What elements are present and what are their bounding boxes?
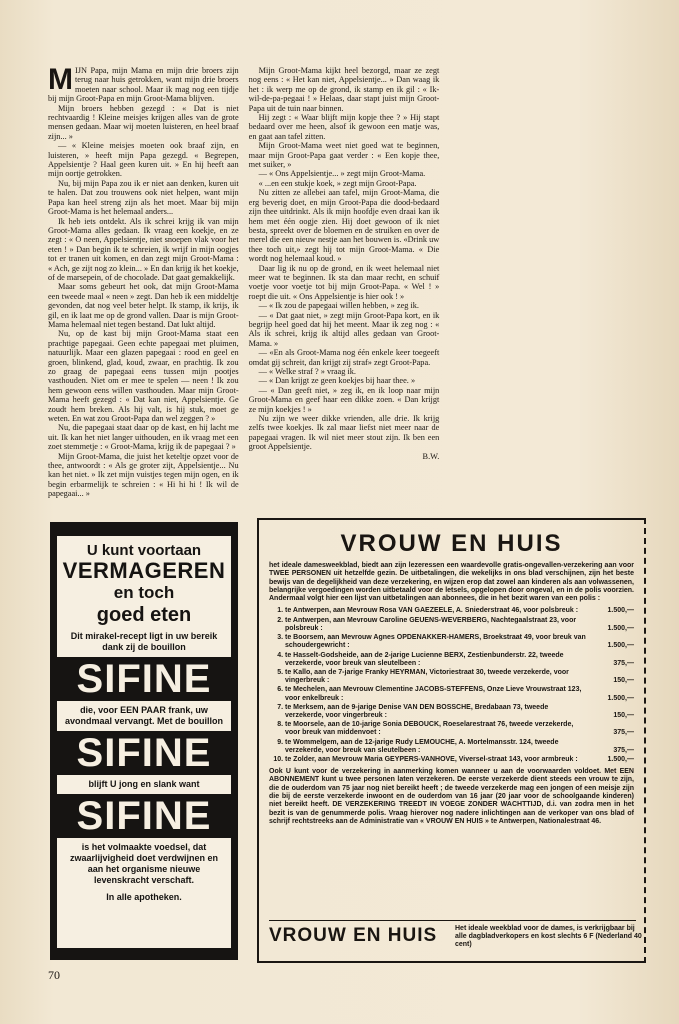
ad-line-1: U kunt voortaan [86,542,202,559]
ad-line-4: goed eten [96,604,192,626]
story-paragraph: Mijn broers hebben gezegd : « Dat is niet rechtvaardig ! Kleine meisjes krijgen alles van de grote mensen gedaan. Maar wij moeten luisteren, en heel braaf zijn... » [48,103,239,141]
story-paragraph: Nu, bij mijn Papa zou ik er niet aan denken, kuren uit te halen. Dat zou trouwens ook niet helpen, want mijn Papa kan heel streng zijn als het moet. Maar bij mijn Groot-Mama is het helemaal anders... [48,178,239,217]
story-paragraph: Mijn Groot-Mama, die juist het keteltje opzet voor de thee, antwoordt : « Als ge groter zijt, Appelsientje... Nu kan het niet. » Ik zet mijn vuistjes tegen mijn ogen, en ik begin erbarmelijk te schreien : « Hi hi hi ! Ik wil de papegaai... » [48,451,239,499]
vh-outro: Ook U kunt voor de verzekering in aanmerking komen wanneer u aan de voorwaarden voldoet. Met EEN ABONNEMENT kunt u twee personen laten verzekeren. De eerste verzekerde dient steeds een vrouw te zijn, die de ouderdom van 75 jaar nog niet bereikt heeft ; de tweede verzekerde mag een jongen of een meisje zijn die bij de eerste verzekerde inwoont en de ouderdom van 16 jaar (20 jaar voor de schoolgaande kinderen) niet bereikt heeft. DE VERZEKERING TREEDT IN VOEGE ZONDER WACHTTIJD, d.i. van zodra men in het bezit is van de genummerde polis. Vraag hierover nog nadere inlichtingen aan de verkoper van ons blad of schrijf rechtstreeks aan de Administratie van « VROUW EN HUIS » te Antwerpen, Nationalestraat 46. [269,768,634,825]
ad-inner-panel [57,536,231,948]
ad-text-4: is het volmaakte voedsel, dat zwaarlijvigheid doet verdwijnen en aan het organisme nieuwe levenskracht verschaft. [69,842,219,885]
payout-list [259,607,644,764]
sifine-advertisement [50,522,238,960]
payout-item: 10. te Zolder, aan Mevrouw Maria GEYPERS-VANHOVE, Viversel-straat 143, voor armbreuk : 1.500,— [285,756,634,764]
ad-text-1: Dit mirakel-recept ligt in uw bereik dank zij de bouillon [70,631,218,652]
drop-cap: M [48,66,73,96]
ad-line-3: en toch [113,583,175,602]
payout-amount: 375,— [613,659,634,667]
payout-item: 2. te Antwerpen, aan Mevrouw Caroline GEUENS-WEVERBERG, Nachtegaalstraat 23, voor polsbreuk : 1.500,— [285,617,634,633]
vh-small-title: VROUW EN HUIS [269,925,438,946]
story-paragraph: Nu, op de kast bij mijn Groot-Mama staat een prachtige papegaai. Geen echte papegaai met pluimen, natuurlijk. Maar een glazen papegaai : rood en geel en groen, blinkend, glad, koud, zwaar, en prachtig. Ik zou zo graag de papegaai eens tussen mijn pootjes vasthouden. Niet om er mee te spelen — neen ! Ik zou hem gewoon eens willen vasthouden. Maar mijn Groot-Mama heeft gezegd : « Dat kan niet, Appelsientje. Ge zoudt hem breken. Als hij valt, is hij stuk, moet ge weten. En wat zou Groot-Papa dan wel zeggen ? » [48,329,239,424]
story-paragraph: Mijn Groot-Mama weet niet goed wat te beginnen, maar mijn Groot-Papa gaat verder : « Een kopje thee, met suiker, » [248,141,440,170]
ad-text-2: die, voor EEN PAAR frank, uw avondmaal vervangt. Met de bouillon [64,705,224,726]
payout-item: 5. te Kallo, aan de 7-jarige Franky HEYRMAN, Victoriestraat 30, tweede verzekerde, voor vingerbreuk : 150,— [285,669,634,685]
story-paragraph: Daar lig ik nu op de grond, en ik weet helemaal niet meer wat te beginnen. Ik sta dan maar recht, en schuif voetje voor voetje tot bij mijn Groot-Papa. « Wel ! » roept die uit. « Ons Appelsientje is hier ook ! » [248,263,440,301]
story-text [48,66,640,514]
story-paragraph: — «En als Groot-Mama nog één enkele keer toegeeft omdat gij schreit, dan krijgt zij straf» zegt Groot-Papa. [248,348,440,367]
vh-bottom-bar [269,920,642,953]
payout-amount: 150,— [613,677,634,685]
story-paragraph: Hij zegt : « Waar blijft mijn kopje thee ? » Hij stapt bedaard over me heen, alsof ik gewoon een matje was, en gaat aan tafel zitten. [248,113,440,141]
story-paragraph: « ...en een stukje koek, » zegt mijn Groot-Papa. [258,178,417,188]
story-paragraph: — « Dan krijgt ze geen koekjes bij haar thee. » [258,376,416,386]
story-paragraph: — « Welke straf ? » vraag ik. [258,367,356,376]
payout-item: 6. te Mechelen, aan Mevrouw Clementine JACOBS-STEFFENS, Onze Lieve Vrouwstraat 123, voor enkelbreuk : 1.500,— [285,686,634,702]
payout-item: 9. te Wommelgem, aan de 12-jarige Rudy LEMOUCHE, A. Mortelmansstr. 124, tweede verzekerde, voor breuk van sleutelbeen : 375,— [285,739,634,755]
payout-amount: 1.500,— [607,624,634,632]
story-first-text: IJN Papa, mijn Mama en mijn drie broers zijn terug naar huis getrokken, want mijn drie broers moeten naar school. Maar ik mag nog een tijdje bij mijn Groot-Papa en mijn Groot-Mama blijven. [48,66,239,104]
payout-amount: 375,— [613,729,634,737]
payout-item: 7. te Merksem, aan de 9-jarige Denise VAN DEN BOSSCHE, Bredabaan 73, tweede verzekerde, voor vingerbreuk : 150,— [285,704,634,720]
payout-amount: 1.500,— [607,694,634,702]
story-signature: B.W. [422,451,440,461]
story-paragraph: — « Dan geeft niet, » zeg ik, en ik loop naar mijn Groot-Mama en geef haar een dikke zoen. « Dan krijgt ze mijn koekjes ! » [248,385,440,414]
story-paragraph: — « Ons Appelsientje... » zegt mijn Groot-Mama. [258,169,426,179]
payout-amount: 150,— [613,711,634,719]
payout-item: 1. te Antwerpen, aan Mevrouw Rosa VAN GAEZEELE, A. Sniederstraat 46, voor polsbreuk : 1.500,— [285,607,634,615]
vh-title: VROUW EN HUIS [340,530,563,557]
payout-amount: 375,— [613,746,634,754]
ad-brand-3: SIFINE [57,794,231,838]
story-paragraph: Ik heb iets ontdekt. Als ik schrei krijg ik van mijn Groot-Mama alles gedaan. Ik vraag een koekje, en ze zegt : « O neen, Appelsientje, niet snoepen vlak voor het eten ! » Dan begin ik te schreien, ik wrijf in mijn oogjes tot er tranen uit komen, en dan zegt mijn Groot-Mama : « Ach, ge zijt nog zo klein... » En dan krijg ik het koekje, of de marsepein, of de chocolade. Dat gaat gemakkelijk. [48,216,239,282]
story-paragraph: Nu, die papegaai staat daar op de kast, en hij lacht me uit. Ik kan het niet langer uithouden, en ik vraag met een zoet stemmetje : « Groot-Mama, krijg ik de papegaai ? » [48,423,239,452]
story-paragraph: — « Ik zou de papegaai willen hebben, » zeg ik. [258,301,420,311]
story-paragraph: Maar soms gebeurt het ook, dat mijn Groot-Mama een tweede maal « neen » zegt. Dan heb ik een middeltje gevonden, dat nog veel beter helpt. Ik stamp, ik krijs, ik gil, en ik laat me op de grond vallen. Daar is mijn Groot-Mama helemaal niet tegen bestand. Dat lukt altijd. [48,282,239,329]
payout-item: 8. te Moorsele, aan de 10-jarige Sonia DEBOUCK, Roeselarestraat 76, tweede verzekerde, voor breuk van middenvoet : 375,— [285,721,634,737]
ad-brand-1: SIFINE [57,657,231,701]
story-paragraph: Nu zitten ze allebei aan tafel, mijn Groot-Mama, die erg beverig doet, en mijn Groot-Papa die dood-bedaard zijn thee uitdrinkt. Als ik mijn hoofdje even draai kan ik hem met één oogje zien. Hij doet gewoon of ik niet besta, spreekt over de bloemen en de struiken en over de merel die een nieuw nestje aan het bouwen is. «Drink uw thee toch uit,» zegt hij tot mijn Groot-Mama. « Die wordt nog helemaal koud. » [248,188,440,264]
payout-item: 3. te Boorsem, aan Mevrouw Agnes OPDENAKKER-HAMERS, Broekstraat 49, voor breuk van schoudergewricht : 1.500,— [285,634,634,650]
ad-line-2: VERMAGEREN [62,558,226,583]
vh-note: Het ideale weekblad voor de dames, is verkrijgbaar bij alle dagbladverkopers en kost slechts 6 F (Nederland 40 cent) [455,925,642,949]
vrouw-en-huis-box [257,518,646,963]
payout-amount: 1.500,— [607,755,634,763]
ad-footer: In alle apotheken. [106,892,182,902]
payout-amount: 1.500,— [607,642,634,650]
payout-item: 4. te Hasselt-Godsheide, aan de 2-jarige Lucienne BERX, Zestienbunderstr. 22, tweede verzekerde, voor breuk van sleutelbeen : 375,— [285,652,634,668]
story-paragraph: — « Kleine meisjes moeten ook braaf zijn, en luisteren, » heeft mijn Papa gezegd. « Begrepen, Appelsientje ? Haal geen kuren uit. » En hij heeft aan mijn oortje getrokken. [48,141,239,179]
story-paragraph: — « Dat gaat niet, » zegt mijn Groot-Papa kort, en ik begrijp heel goed dat hij het meent. Maar ik zeg nog : « Als ik schrei, krijg ik altijd alles gedaan van Groot-Mama. » [248,310,440,348]
ad-brand-2: SIFINE [57,731,231,775]
vh-intro: het ideale damesweekblad, biedt aan zijn lezeressen een waardevolle gratis-ongevallen-verzekering aan voor TWEE PERSONEN uit hetzelfde gezin. De uitbetalingen, die wekelijks in ons blad verschijnen, zijn het beste bewijs van de degelijkheid van deze verzekering, en wijzen erop dat zowel aan kinderen als aan volwassenen, belangrijke vergoedingen worden uitbetaald voor de letsels, opgelopen door ongeval, en in de polis voorzien. Andermaal volgt hier een lijst van uitbetalingen aan abonnees, die in het bezit waren van een polis : [269,562,634,603]
ad-text-3: blijft U jong en slank want [88,779,200,789]
story-paragraph: Nu zijn we weer dikke vrienden, alle drie. Ik krijg zelfs twee koekjes. Ik zal maar liefst niet meer naar de papegaai vragen. Ik wil niet meer stout zijn. Ik ben een groot Appelsientje. [248,414,440,452]
story-paragraph: Mijn Groot-Mama kijkt heel bezorgd, maar ze zegt nog eens : « Het kan niet, Appelsientje... » Dan waag ik het : ik werp me op de grond, ik stamp en ik gil : « Ik-wil-de-pa-pegaai ! » Helaas, daar stapt juist mijn Groot-Papa uit de tuin naar binnen. [248,66,440,113]
payout-amount: 1.500,— [607,607,634,615]
page-number: 70 [48,968,60,982]
story-first-paragraph [48,66,239,104]
